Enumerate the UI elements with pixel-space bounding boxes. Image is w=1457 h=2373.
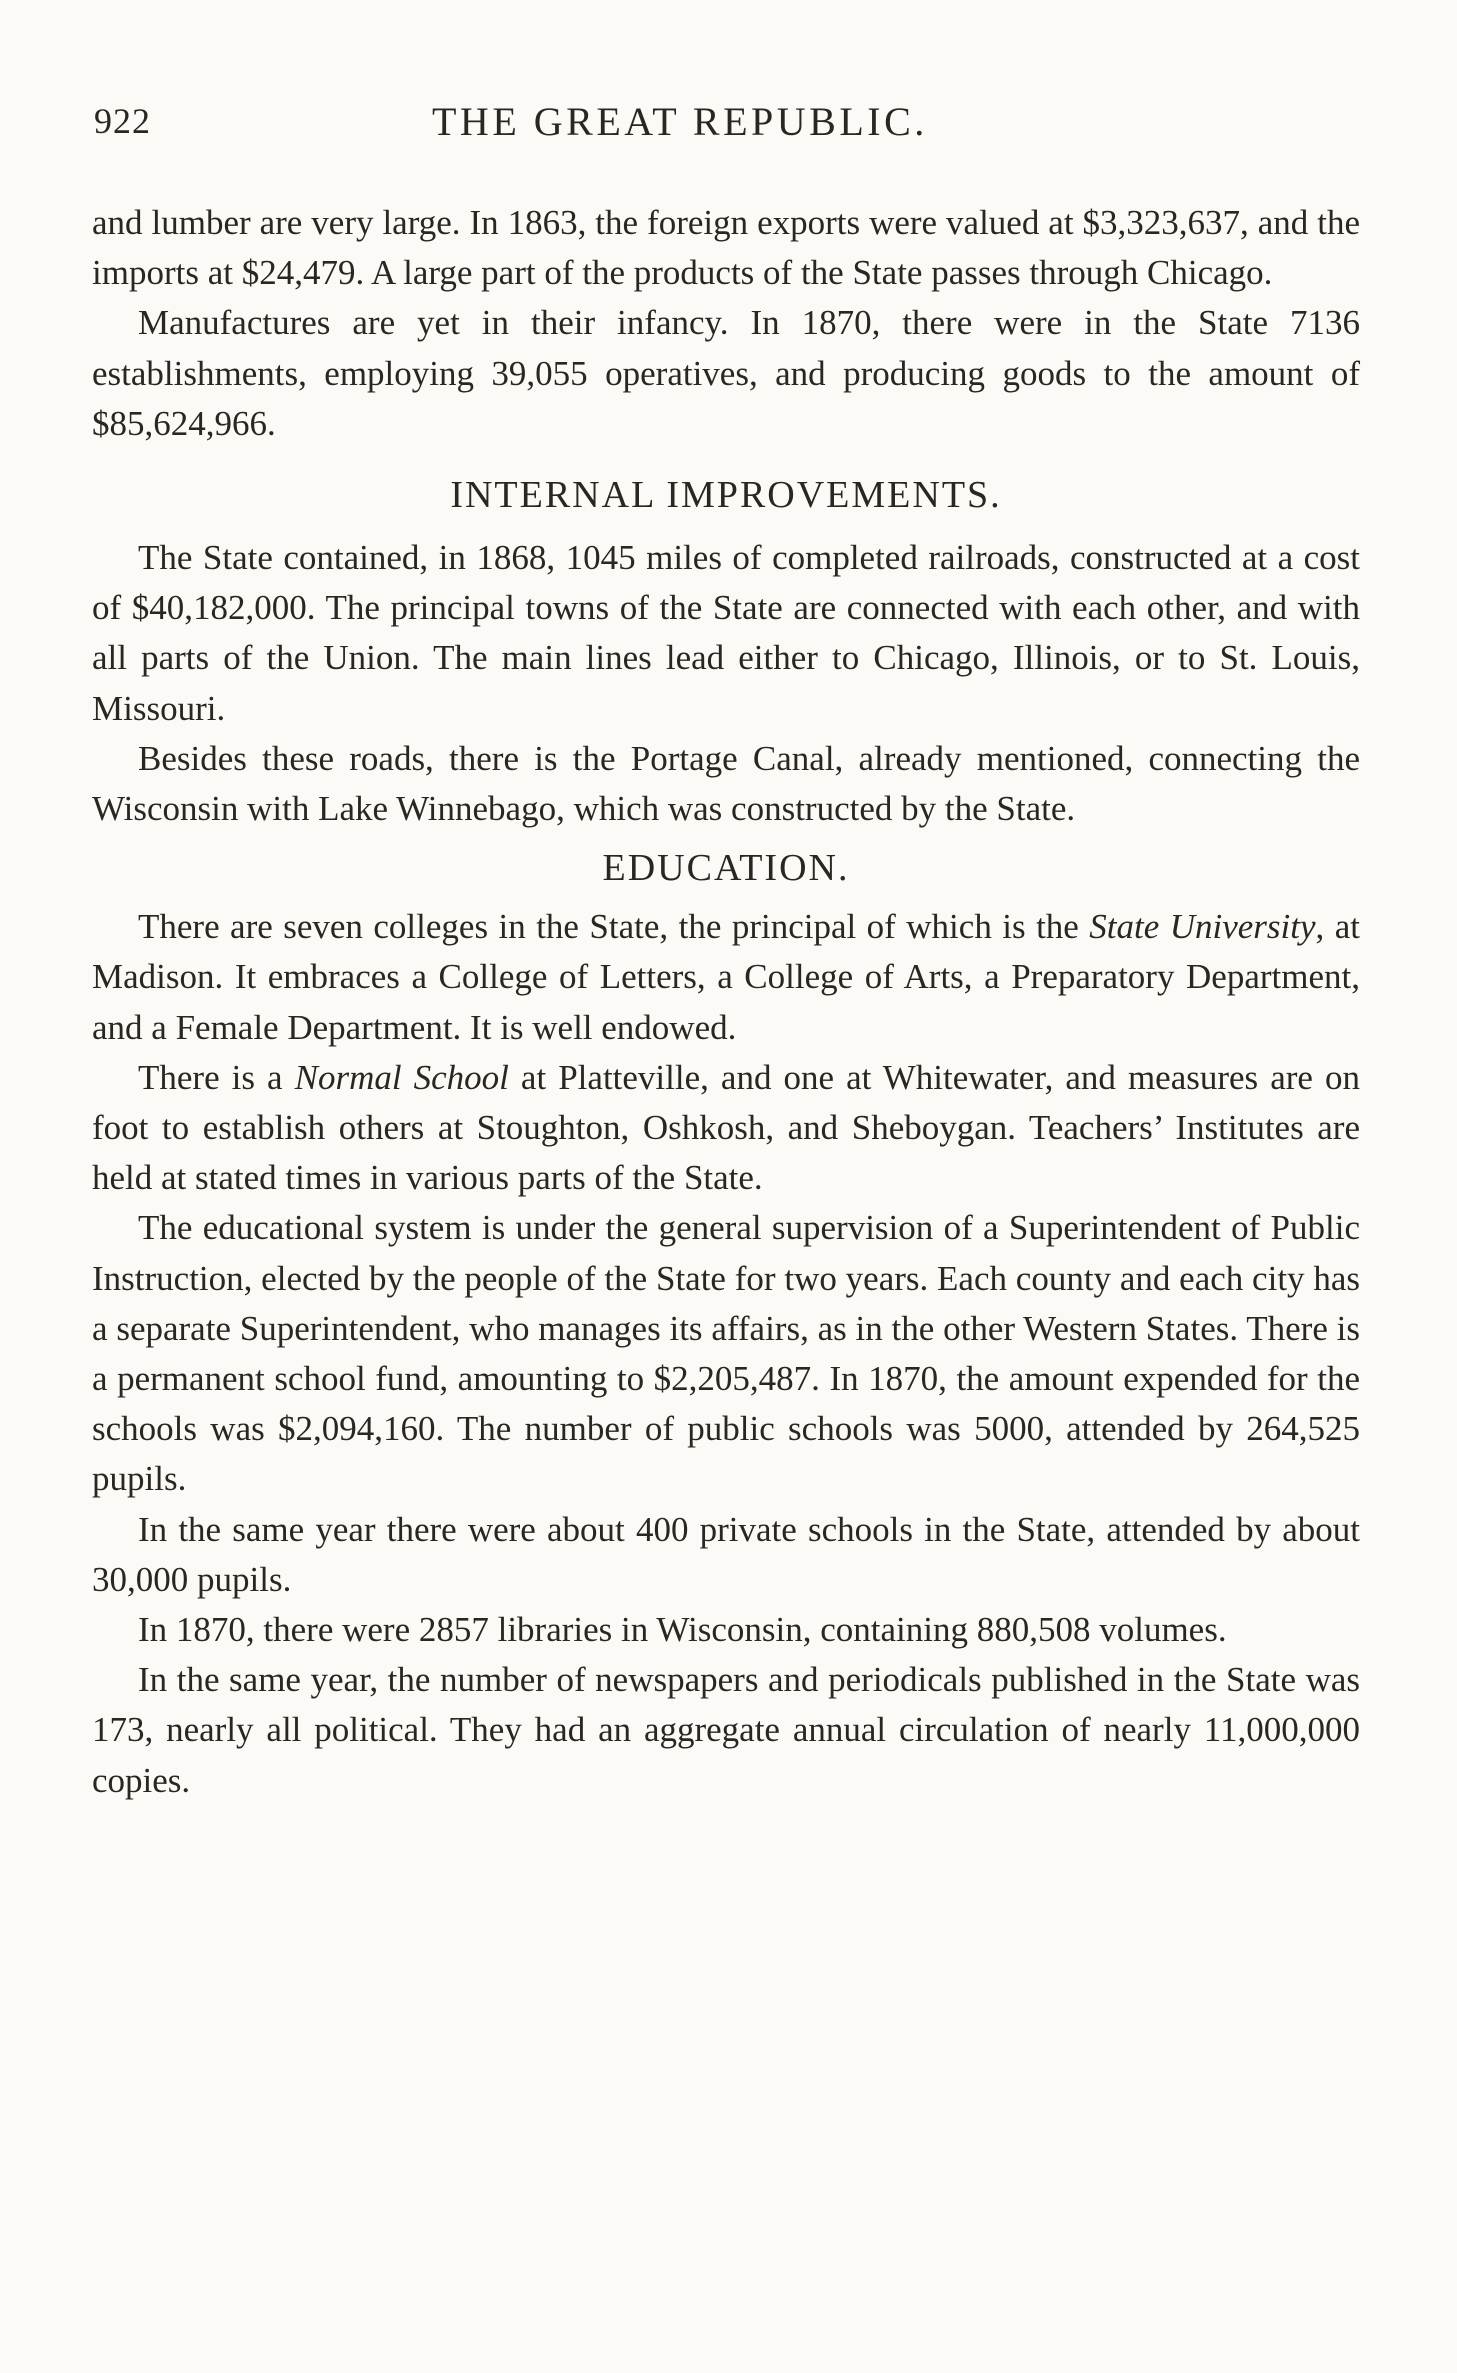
paragraph-manufactures: Manufactures are yet in their infancy. In 1870, there were in the State 7136 establishments, employing 39,055 operatives, and producing goods to the amount of $85,624,966. [92,303,1360,443]
heading-education: EDUCATION. [602,847,850,890]
text-span: There is a [138,1057,295,1097]
page-number: 922 [94,101,151,141]
running-title: THE GREAT REPUBLIC. [432,99,928,144]
text-span: , at Madison. It embraces a College of Letters, a College of Arts, a Preparatory Department, and a Female Department. It is well endowed. [92,907,1360,1047]
paragraph-portage-canal: Besides these roads, there is the Portage Canal, already mentioned, connecting the Wisconsin with Lake Winnebago, which was constructed by the State. [92,738,1360,829]
italic-state-university: State University [1089,907,1316,947]
paragraph-exports: and lumber are very large. In 1863, the foreign exports were valued at $3,323,637, and the imports at $24,479. A large part of the products of the State passes through Chicago. [92,203,1360,293]
paragraph-colleges [92,902,1360,1053]
paragraph-libraries: In 1870, there were 2857 libraries in Wisconsin, containing 880,508 volumes. [138,1610,1227,1650]
text-span: There are seven colleges in the State, the principal of which is the [138,907,1090,947]
paragraph-private-schools: In the same year there were about 400 private schools in the State, attended by about 30,000 pupils. [92,1509,1360,1599]
paragraph-railroads: The State contained, in 1868, 1045 miles of completed railroads, constructed at a cost of $40,182,000. The principal towns of the State are connected with each other, and with all parts of the Union. The main lines lead either to Chicago, Illinois, or to St. Louis, Missouri. [92,538,1360,728]
paragraph-newspapers: In the same year, the number of newspapers and periodicals published in the State was 173, nearly all political. They had an aggregate annual circulation of nearly 11,000,000 copies. [92,1660,1360,1800]
running-head [92,94,1360,154]
italic-normal-school: Normal School [294,1057,509,1097]
paragraph-normal-school [92,1053,1360,1204]
text-span: at Platteville, and one at Whitewater, and measures are on foot to establish others at Stoughton, Oshkosh, and Sheboygan. Teachers’ Institutes are held at stated times in various parts of the State. [92,1057,1360,1198]
paragraph-educational-system: The educational system is under the general supervision of a Superintendent of Public Instruction, elected by the people of the State for two years. Each county and each city has a separate Superintendent, who manages its affairs, as in the other Western States. There is a permanent school fund, amounting to $2,205,487. In 1870, the amount expended for the schools was $2,094,160. The number of public schools was 5000, attended by 264,525 pupils. [92,1208,1360,1499]
heading-internal-improvements: INTERNAL IMPROVEMENTS. [450,474,1002,517]
book-page [92,94,1360,1806]
